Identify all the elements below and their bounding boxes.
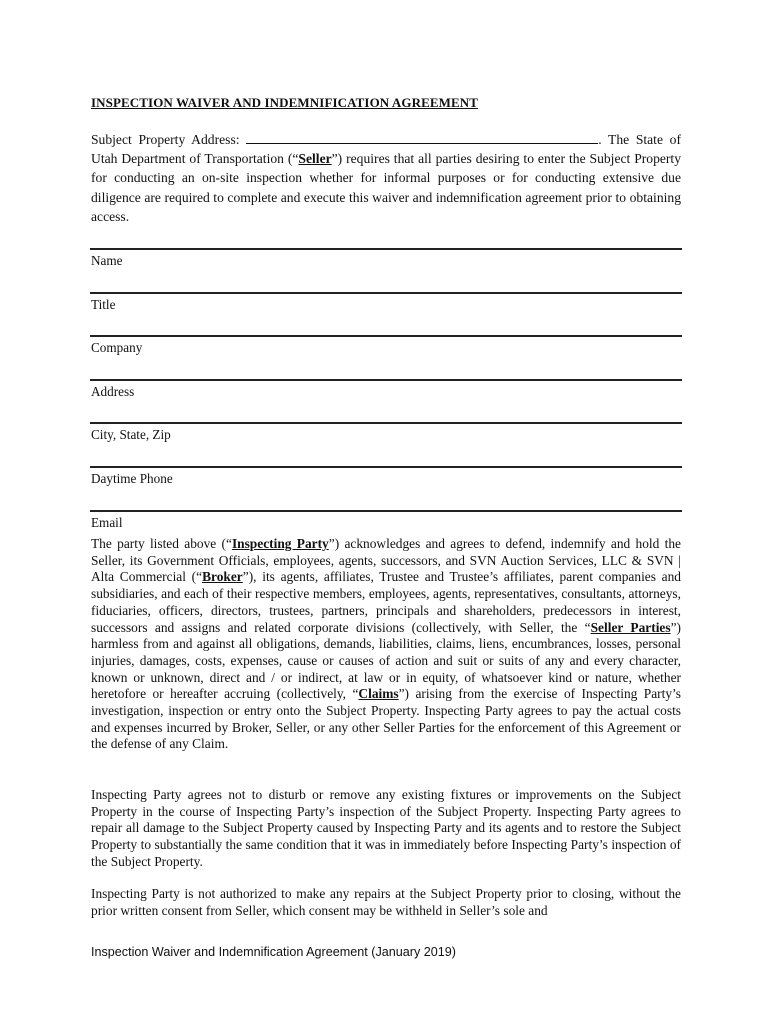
email-label: Email [91, 514, 123, 530]
restoration-paragraph: Inspecting Party agrees not to disturb or remove any existing fixtures or improvements on the Subject Property in the course of Inspecting Party’s inspection of the Subject Property. Inspecting Party agrees to repair all damage to the Subject Property caused by Inspecting Party and its agents and to restore the Subject Property to substantially the same condition that it was in immediately before Inspecting Party’s inspection of the Subject Property. [91, 787, 681, 869]
address-label: Subject Property Address: [91, 132, 247, 147]
p1-text-c: ”), its agents, affiliates, Trustee and Trustee’s affiliates, parent companies and subsidiaries, and each of their respective members, employees, agents, representatives, consultants, attorneys, fiduciaries, officers, directors, trustees, partners, principals and shareholders, predecessors in interest, successors and assigns and related corporate divisions (collectively, with Seller, the “ [91, 569, 682, 635]
city-state-zip-field[interactable] [90, 424, 682, 466]
claims-term: Claims [358, 686, 399, 702]
broker-term: Broker [202, 569, 243, 585]
contact-fields [90, 248, 682, 553]
p1-text-d: ”) harmless from and against all obligations, demands, liabilities, claims, liens, encumbrances, losses, personal injuries, damages, costs, expenses, cause or causes of action and suit or suits of any and every character, known or unknown, direct and / or indirect, at law or in equity, of whatsoever kind or nature, whether heretofore or hereafter accruing (collectively, “ [91, 619, 681, 702]
name-label: Name [91, 253, 123, 268]
title-field[interactable] [90, 294, 682, 336]
daytime-phone-label: Daytime Phone [91, 470, 173, 486]
inspecting-party-term: Inspecting Party [231, 536, 329, 551]
city-state-zip-label: City, State, Zip [91, 427, 171, 443]
address-field[interactable] [90, 381, 682, 423]
p1-text-a: The party listed above (“ [91, 536, 232, 551]
title-label: Title [91, 296, 116, 312]
company-field[interactable] [90, 337, 682, 379]
subject-property-address-blank[interactable] [246, 131, 598, 144]
daytime-phone-field[interactable] [90, 468, 682, 510]
seller-term: Seller [298, 151, 332, 167]
company-label: Company [91, 340, 143, 356]
seller-parties-term: Seller Parties [590, 619, 671, 635]
p1-text-e: ”) arising from the exercise of Inspecting Party’s investigation, inspection or entry onto the Subject Property. Inspecting Party agrees to pay the actual costs and expenses incurred by Broker, Seller, or any other Seller Parties for the enforcement of this Agreement or the defense of any Claim. [91, 686, 681, 752]
repairs-paragraph: Inspecting Party is not authorized to make any repairs at the Subject Property prior to closing, without the prior written consent from Seller, which consent may be withheld in Seller’s sole and [91, 886, 681, 918]
name-field[interactable] [90, 250, 682, 292]
document-title: INSPECTION WAIVER AND INDEMNIFICATION AGREEMENT [91, 95, 479, 110]
indemnification-paragraph [91, 536, 681, 753]
intro-paragraph [91, 130, 681, 226]
intro-text-a: . The State of Utah Department of Transportation (“ [91, 132, 681, 167]
p1-text-b: ”) acknowledges and agrees to defend, indemnify and hold the Seller, its Government Officials, employees, agents, successors, and SVN Auction Services, LLC & SVN | Alta Commercial (“ [91, 536, 681, 585]
page-footer: Inspection Waiver and Indemnification Agreement (January 2019) [91, 945, 456, 959]
intro-text-b: ”) requires that all parties desiring to enter the Subject Property for conducting an on-site inspection whether for informal purposes or for conducting extensive due diligence are required to complete and execute this waiver and indemnification agreement prior to obtaining access. [91, 151, 682, 224]
address-label: Address [91, 383, 135, 399]
